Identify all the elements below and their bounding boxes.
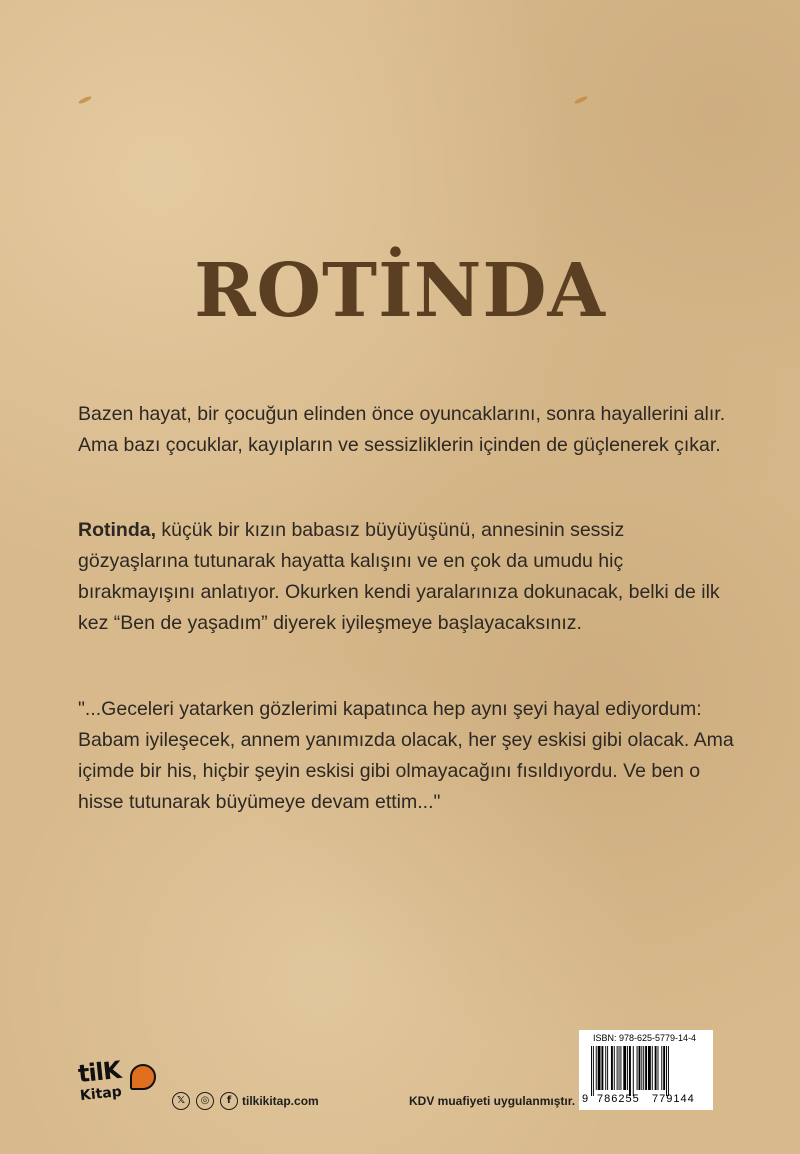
barcode-digits-left: 786255 — [597, 1093, 640, 1105]
barcode-digit-first: 9 — [582, 1093, 589, 1105]
barcode-bar — [661, 1046, 662, 1090]
publisher-logo-top: tilK — [76, 1055, 122, 1089]
blurb-paragraph-1: Bazen hayat, bir çocuğun elinden önce oyuncaklarını, sonra hayallerini alır. Ama bazı çocuklar, kayıpların ve sessizliklerin içinden de güçlenerek çıkar. — [78, 403, 726, 456]
isbn-label: ISBN: 978-625-5779-14-4 — [593, 1033, 697, 1043]
barcode-bar — [619, 1046, 620, 1090]
barcode-bar — [633, 1046, 634, 1096]
fox-icon — [130, 1064, 156, 1090]
barcode-bar — [648, 1046, 651, 1090]
x-icon[interactable]: 𝕏 — [172, 1092, 190, 1110]
barcode-bar — [641, 1046, 642, 1090]
excerpt-quote: "...Geceleri yatarken gözlerimi kapatınca hep aynı şeyi hayal ediyordum: Babam iyileşecek, annem yanımızda olacak, her şey eskisi gibi olacak. Ama içimde bir his, hiçbir şeyin eskisi gibi olmayacağını fısıldıyordu. Ve ben o hisse tutunarak büyümeye devam ettim..." — [78, 698, 734, 813]
barcode-bar — [607, 1046, 608, 1090]
barcode-bar — [620, 1046, 621, 1090]
barcode-bar — [601, 1046, 603, 1090]
barcode-bar — [611, 1046, 613, 1090]
book-title: ROTİNDA — [194, 248, 606, 334]
paper-speck-right — [574, 95, 588, 105]
barcode-bar — [637, 1046, 638, 1090]
barcode-bar — [627, 1046, 628, 1090]
blurb-paragraph-2 — [78, 515, 738, 639]
publisher-logo-bottom: Kitap — [79, 1083, 123, 1105]
barcode-bar — [645, 1046, 647, 1090]
tax-exemption-note: KDV muafiyeti uygulanmıştır. — [409, 1094, 576, 1108]
barcode-bar — [652, 1046, 653, 1090]
barcode-bar — [614, 1046, 615, 1090]
barcode-bar — [668, 1046, 669, 1096]
paper-speck-left — [78, 95, 92, 105]
barcode-bar — [629, 1046, 631, 1096]
barcode-bars — [591, 1046, 705, 1096]
barcode-bar — [623, 1046, 626, 1090]
barcode-bar — [666, 1046, 667, 1096]
publisher-logo — [76, 1055, 154, 1112]
barcode-bar — [658, 1046, 659, 1090]
publisher-website[interactable]: tilkikitap.com — [242, 1094, 319, 1108]
barcode-bar — [605, 1046, 606, 1090]
barcode-bar — [663, 1046, 665, 1090]
barcode-bar — [643, 1046, 644, 1090]
barcode-bar — [617, 1046, 618, 1090]
blurb-lead-title: Rotinda, — [78, 519, 156, 541]
barcode-bar — [596, 1046, 597, 1090]
barcode — [579, 1030, 713, 1110]
barcode-bar — [655, 1046, 657, 1090]
facebook-icon[interactable]: f — [220, 1092, 238, 1110]
instagram-icon[interactable]: ◎ — [196, 1092, 214, 1110]
blurb-paragraph-2-text: küçük bir kızın babasız büyüyüşünü, annesinin sessiz gözyaşlarına tutunarak hayatta kalışını ve en çok da umudu hiç bırakmayışını anlatıyor. Okurken kendi yaralarınıza dokunacak, belki de ilk kez “Ben de yaşadım” diyerek iyileşmeye başlayacaksınız. — [78, 519, 720, 634]
barcode-bar — [593, 1046, 594, 1096]
barcode-bar — [598, 1046, 601, 1090]
barcode-bar — [591, 1046, 592, 1096]
social-icons — [172, 1091, 244, 1111]
barcode-digits-right: 779144 — [652, 1093, 695, 1105]
barcode-bar — [639, 1046, 641, 1090]
